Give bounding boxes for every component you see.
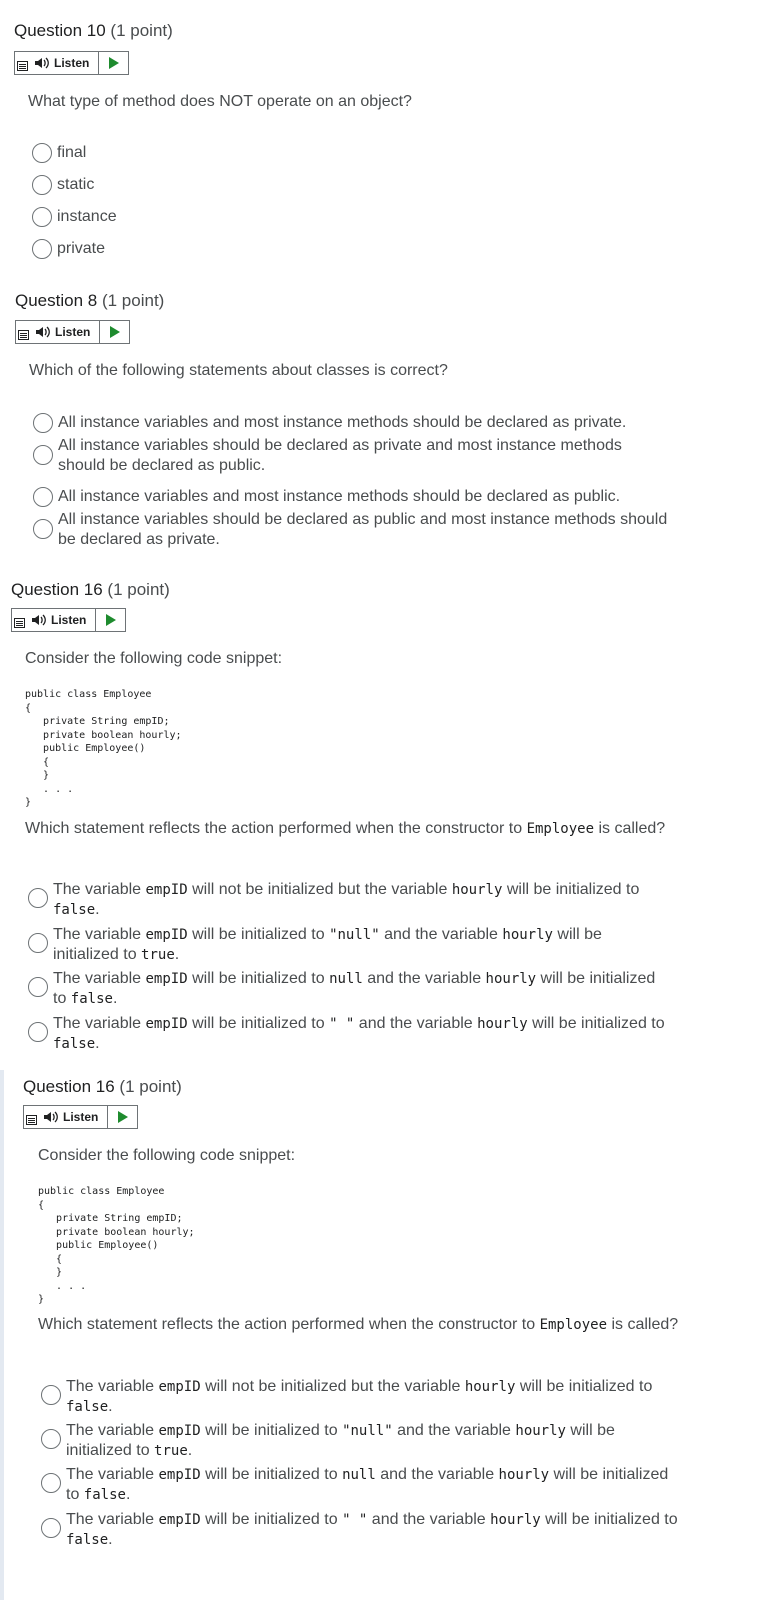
answer-label: The variable empID will be initialized to null and the variable hourly will be initialized to false. [53,970,656,1007]
answer-label: instance [57,208,117,225]
question-points: (1 point) [110,21,173,40]
question-stem [25,819,685,839]
radio-button[interactable] [32,207,52,227]
answer-option[interactable] [32,175,94,195]
question-number: Question 16 [11,580,103,599]
question-prompt: Which of the following statements about classes is correct? [29,362,448,379]
question-intro: Consider the following code snippet: [25,650,283,667]
listen-button[interactable] [23,1105,138,1129]
answer-option[interactable] [28,880,668,920]
question-points: (1 point) [119,1077,182,1096]
radio-button[interactable] [32,143,52,163]
listen-divider [95,609,96,631]
radio-button[interactable] [41,1385,61,1405]
question-number: Question 16 [23,1077,115,1096]
answer-label: All instance variables and most instance methods should be declared as public. [58,488,621,505]
stem-text: is called? [594,820,666,837]
question-number: Question 8 [15,291,98,310]
answer-option[interactable] [33,510,673,550]
speaker-icon [34,56,50,70]
question-16-duplicate [0,1067,775,1620]
answer-option[interactable] [28,969,668,1009]
stem-text: Which statement reflects the action performed when the constructor to [25,820,527,837]
answer-label: All instance variables should be declared as private and most instance methods should be declared as public. [58,437,622,474]
radio-button[interactable] [33,487,53,507]
stem-text: is called? [607,1316,679,1333]
radio-button[interactable] [41,1429,61,1449]
answer-option[interactable] [32,143,86,163]
play-icon[interactable] [109,57,119,69]
answer-label: The variable empID will be initialized to "null" and the variable hourly will be initialized to true. [66,1422,615,1459]
question-title [23,1077,182,1097]
question-16 [0,570,775,1090]
listen-button[interactable] [14,51,129,75]
radio-button[interactable] [33,445,53,465]
menu-icon[interactable] [25,1114,39,1128]
play-icon[interactable] [110,326,120,338]
question-10 [0,0,775,280]
answer-label: The variable empID will be initialized to "null" and the variable hourly will be initialized to true. [53,926,602,963]
speaker-icon [31,613,47,627]
answer-option[interactable] [33,413,673,433]
question-title [15,291,164,311]
answer-label: final [57,144,87,161]
answer-option[interactable] [41,1421,681,1461]
stem-text: Which statement reflects the action performed when the constructor to [38,1316,540,1333]
answer-option[interactable] [32,207,117,227]
listen-label: Listen [54,56,90,70]
answer-option[interactable] [41,1377,681,1417]
listen-label: Listen [51,613,87,627]
listen-label: Listen [55,325,91,339]
question-number: Question 10 [14,21,106,40]
answer-label: All instance variables should be declared as public and most instance methods should be declared as private. [58,511,668,548]
code-snippet: public class Employee { private String empID; private boolean hourly; public Employee() { } . . . } [25,689,182,808]
play-icon[interactable] [118,1111,128,1123]
radio-button[interactable] [33,413,53,433]
answer-label: The variable empID will be initialized to null and the variable hourly will be initialized to false. [66,1466,669,1503]
answer-label: static [57,176,95,193]
radio-button[interactable] [32,175,52,195]
stem-code: Employee [539,1317,608,1333]
radio-button[interactable] [32,239,52,259]
answer-label: The variable empID will not be initialized but the variable hourly will be initialized to false. [53,881,640,918]
answer-label: All instance variables and most instance methods should be declared as private. [58,414,627,431]
answer-label: The variable empID will be initialized to " " and the variable hourly will be initialized to false. [53,1015,665,1052]
menu-icon[interactable] [17,329,31,343]
answer-option[interactable] [33,436,673,476]
speaker-icon [43,1110,59,1124]
radio-button[interactable] [33,519,53,539]
answer-option[interactable] [28,1014,668,1054]
menu-icon[interactable] [16,60,30,74]
play-icon[interactable] [106,614,116,626]
stem-code: Employee [526,821,595,837]
answer-option[interactable] [33,487,673,507]
answer-label: The variable empID will not be initialized but the variable hourly will be initialized to false. [66,1378,653,1415]
radio-button[interactable] [41,1518,61,1538]
question-stem [38,1315,698,1335]
radio-button[interactable] [28,977,48,997]
answer-option[interactable] [41,1510,681,1550]
answer-option[interactable] [32,239,105,259]
code-snippet: public class Employee { private String empID; private boolean hourly; public Employee() { } . . . } [38,1186,195,1305]
listen-button[interactable] [11,608,126,632]
answer-label: The variable empID will be initialized to " " and the variable hourly will be initialized to false. [66,1511,678,1548]
answer-option[interactable] [41,1465,681,1505]
radio-button[interactable] [28,933,48,953]
question-8 [0,280,775,570]
radio-button[interactable] [28,888,48,908]
radio-button[interactable] [41,1473,61,1493]
listen-label: Listen [63,1110,99,1124]
answer-option[interactable] [28,925,668,965]
listen-button[interactable] [15,320,130,344]
listen-divider [99,321,100,343]
question-prompt: What type of method does NOT operate on an object? [28,93,412,110]
question-points: (1 point) [101,291,165,310]
listen-divider [107,1106,108,1128]
menu-icon[interactable] [13,617,27,631]
answer-label: private [57,240,106,257]
speaker-icon [35,325,51,339]
question-title [14,21,173,41]
listen-divider [98,52,99,74]
question-points: (1 point) [107,580,170,599]
radio-button[interactable] [28,1022,48,1042]
question-title [11,580,170,600]
question-intro: Consider the following code snippet: [38,1147,296,1164]
